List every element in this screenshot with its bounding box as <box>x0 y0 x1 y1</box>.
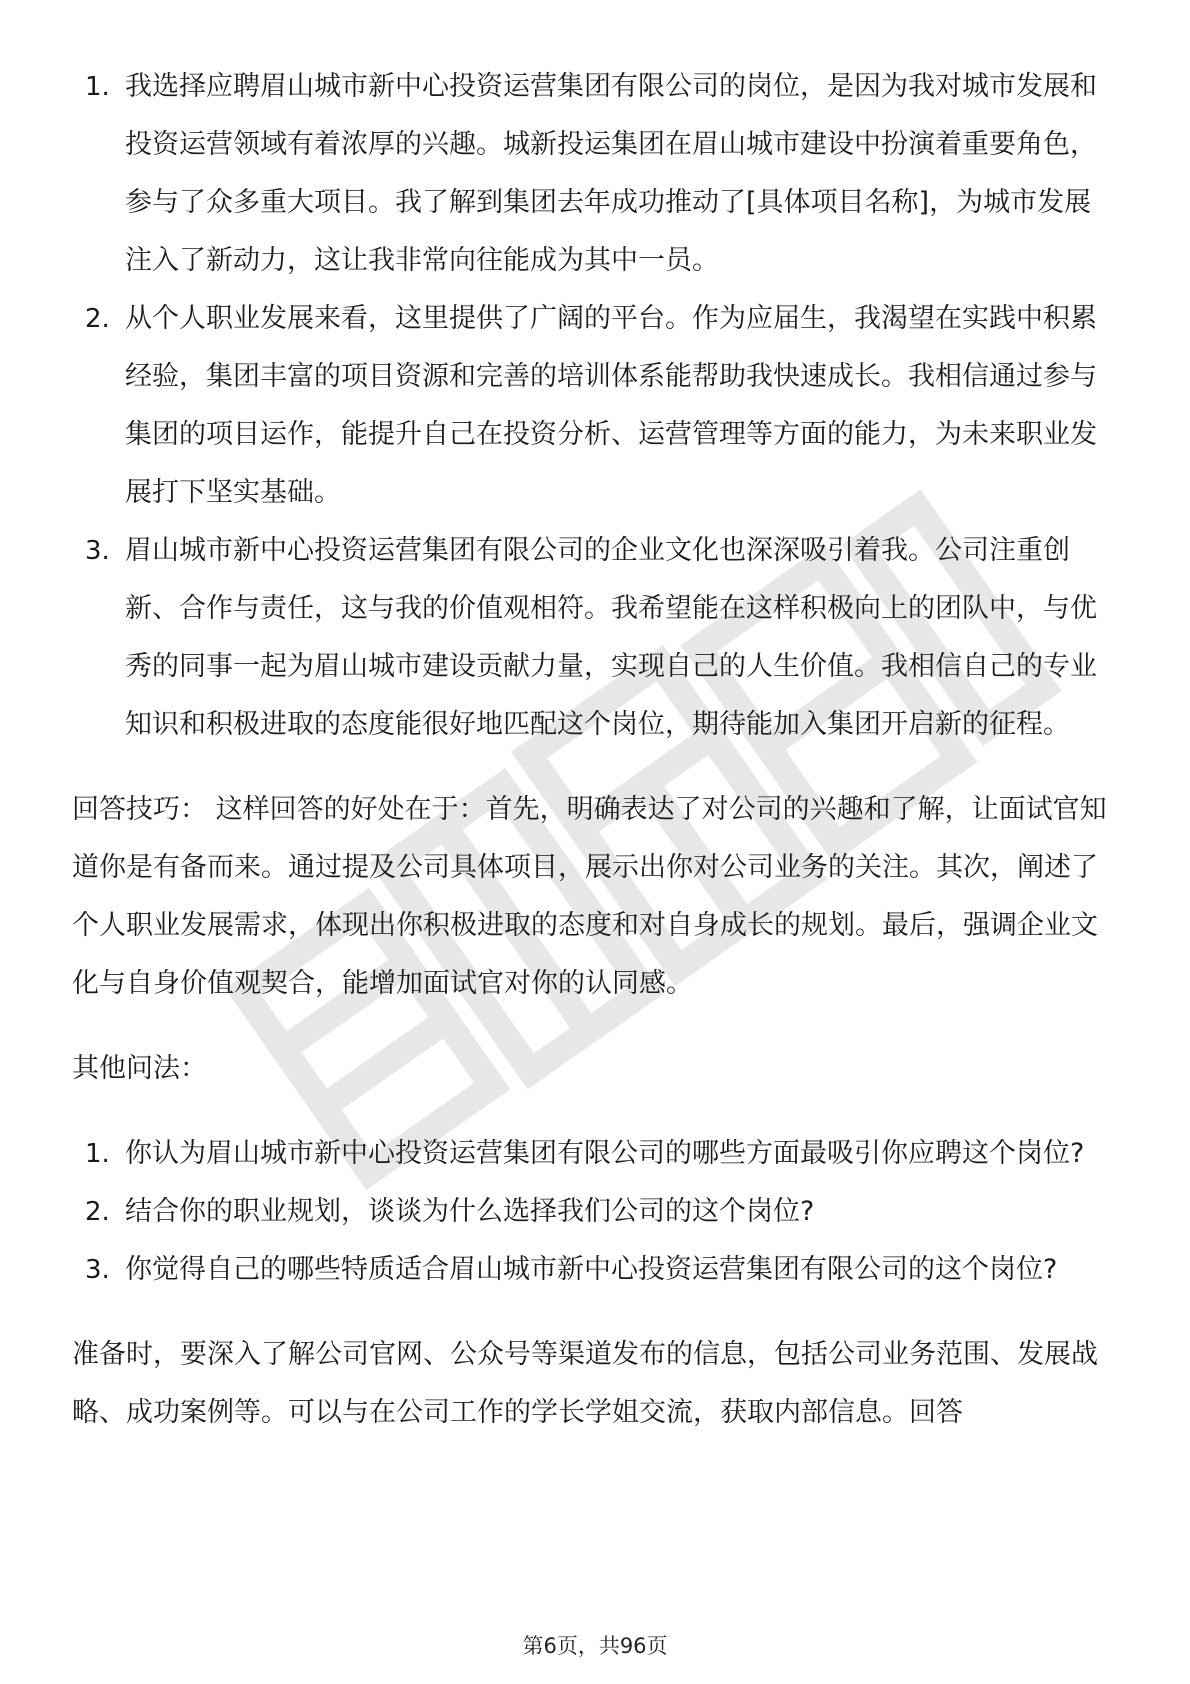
list-number: 3. <box>85 1255 110 1285</box>
other-questions-heading: 其他问法： <box>72 1053 207 1084</box>
answer-list <box>72 58 1118 754</box>
list-item <box>72 290 1118 522</box>
list-item-text: 我选择应聘眉山城市新中心投资运营集团有限公司的岗位，是因为我对城市发展和投资运营领域有着浓厚的兴趣。城新投运集团在眉山城市建设中扮演着重要角色，参与了众多重大项目。我了解到集团去年成功推动了[具体项目名称]，为城市发展注入了新动力，这让我非常向往能成为其中一员。 <box>125 71 1097 276</box>
list-item <box>72 1125 1118 1183</box>
list-item <box>72 1241 1118 1299</box>
other-questions-list <box>72 1125 1118 1299</box>
main-content <box>72 58 1118 1442</box>
list-number: 2. <box>85 304 110 334</box>
list-item <box>72 1183 1118 1241</box>
preparation-paragraph: 准备时，要深入了解公司官网、公众号等渠道发布的信息，包括公司业务范围、发展战略、成功案例等。可以与在公司工作的学长学姐交流，获取内部信息。回答 <box>72 1339 1098 1428</box>
list-item-text: 眉山城市新中心投资运营集团有限公司的企业文化也深深吸引着我。公司注重创新、合作与责任，这与我的价值观相符。我希望能在这样积极向上的团队中，与优秀的同事一起为眉山城市建设贡献力量，实现自己的人生价值。我相信自己的专业知识和积极进取的态度能很好地匹配这个岗位，期待能加入集团开启新的征程。 <box>125 535 1097 740</box>
list-item <box>72 522 1118 754</box>
list-item-text: 从个人职业发展来看，这里提供了广阔的平台。作为应届生，我渴望在实践中积累经验，集团丰富的项目资源和完善的培训体系能帮助我快速成长。我相信通过参与集团的项目运作，能提升自己在投资分析、运营管理等方面的能力，为未来职业发展打下坚实基础。 <box>125 303 1097 508</box>
list-number: 1. <box>85 72 110 102</box>
list-item-text: 你觉得自己的哪些特质适合眉山城市新中心投资运营集团有限公司的这个岗位? <box>125 1254 1058 1285</box>
page-footer: 第6页，共96页 <box>522 1634 668 1658</box>
list-number: 3. <box>85 536 110 566</box>
tips-paragraph: 回答技巧： 这样回答的好处在于：首先，明确表达了对公司的兴趣和了解，让面试官知道你是有备而来。通过提及公司具体项目，展示出你对公司业务的关注。其次，阐述了个人职业发展需求，体现出你积极进取的态度和对自身成长的规划。最后，强调企业文化与自身价值观契合，能增加面试官对你的认同感。 <box>72 794 1107 999</box>
list-item-text: 结合你的职业规划，谈谈为什么选择我们公司的这个岗位? <box>125 1196 815 1227</box>
list-item <box>72 58 1118 290</box>
list-number: 1. <box>85 1139 110 1169</box>
list-item-text: 你认为眉山城市新中心投资运营集团有限公司的哪些方面最吸引你应聘这个岗位? <box>125 1138 1085 1169</box>
list-number: 2. <box>85 1197 110 1227</box>
